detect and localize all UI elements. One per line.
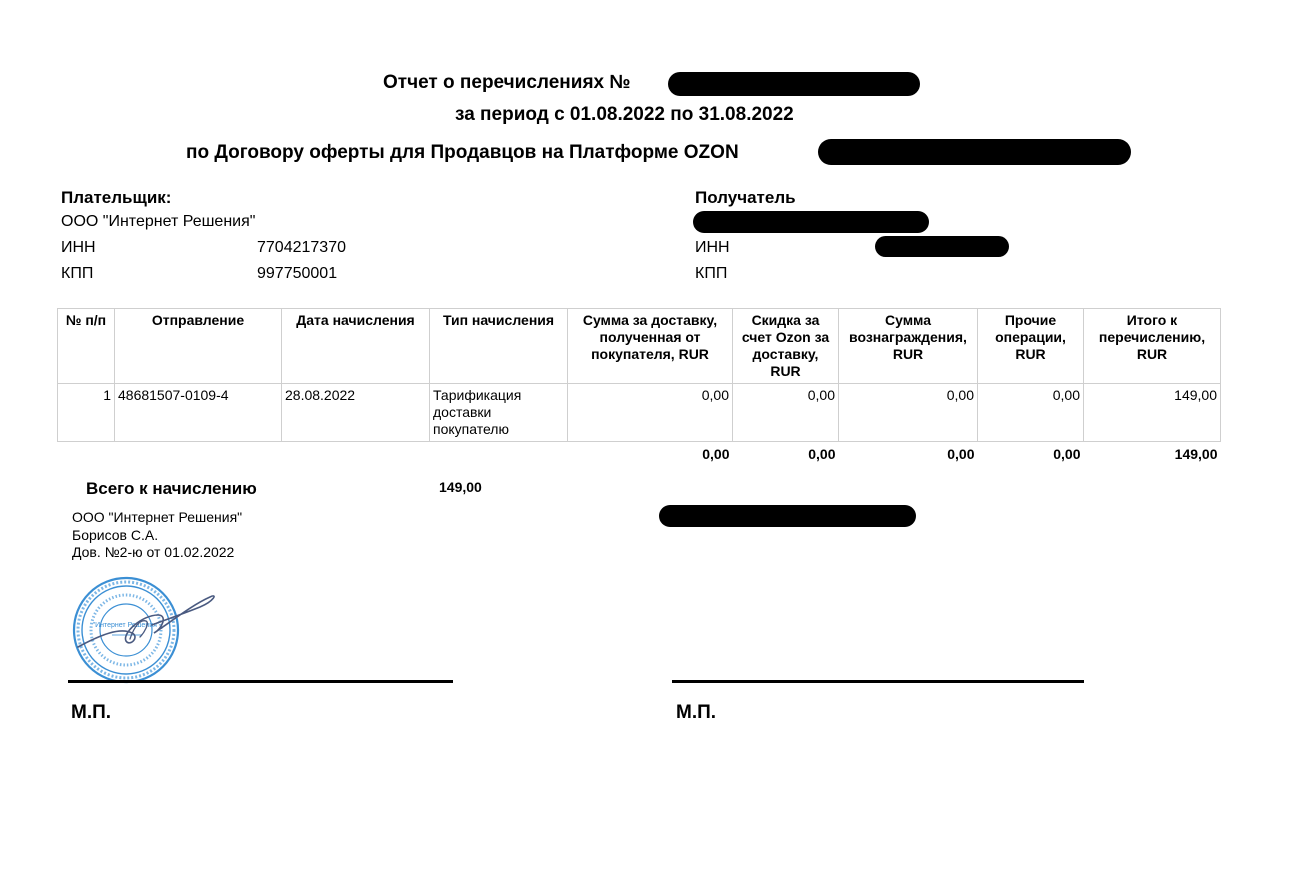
- signatory-org: ООО "Интернет Решения": [72, 509, 243, 525]
- total-other: 0,00: [1053, 446, 1081, 462]
- cell-total: 149,00: [1084, 384, 1221, 442]
- cell-ozon-discount: 0,00: [733, 384, 839, 442]
- col-header-type: Тип начисления: [430, 309, 568, 384]
- redacted-recipient-name: [693, 211, 929, 233]
- report-title: Отчет о перечислениях №: [383, 72, 631, 93]
- summary-value: 149,00: [439, 479, 482, 495]
- table-totals-row: [58, 442, 1221, 468]
- payer-kpp-value: 997750001: [257, 265, 338, 282]
- redacted-recipient-signatory: [659, 505, 916, 527]
- payer-kpp-label: КПП: [61, 265, 94, 282]
- table-row: [58, 384, 1221, 442]
- cell-other: 0,00: [978, 384, 1084, 442]
- col-header-delivery-sum: Сумма за доставку, полученная от покупателя, RUR: [568, 309, 733, 384]
- accruals-table: [57, 308, 1221, 467]
- total-ozon-discount: 0,00: [808, 446, 836, 462]
- signature-line-left: [68, 680, 453, 683]
- signatory-person: Борисов С.А.: [72, 527, 159, 543]
- recipient-inn-label: ИНН: [695, 239, 730, 256]
- col-header-ozon-discount: Скидка за счет Ozon за доставку, RUR: [733, 309, 839, 384]
- cell-shipment: 48681507-0109-4: [115, 384, 282, 442]
- cell-delivery-sum: 0,00: [568, 384, 733, 442]
- total-reward: 0,00: [947, 446, 975, 462]
- col-header-reward: Сумма вознаграждения, RUR: [839, 309, 978, 384]
- payer-heading: Плательщик:: [61, 188, 172, 207]
- stamp-center-text: "Интернет Решения": [92, 622, 160, 629]
- total-total: 149,00: [1174, 446, 1218, 462]
- total-delivery-sum: 0,00: [702, 446, 730, 462]
- stamp-place-right: М.П.: [676, 702, 717, 723]
- table-header-row: [58, 309, 1221, 384]
- col-header-number: № п/п: [58, 309, 115, 384]
- col-header-shipment: Отправление: [115, 309, 282, 384]
- company-stamp: [70, 575, 220, 687]
- col-header-other: Прочие операции, RUR: [978, 309, 1084, 384]
- payer-name: ООО "Интернет Решения": [61, 213, 256, 230]
- report-period: за период с 01.08.2022 по 31.08.2022: [455, 104, 794, 125]
- col-header-total: Итого к перечислению, RUR: [1084, 309, 1221, 384]
- cell-type: Тарификация доставки покупателю: [430, 384, 568, 442]
- recipient-kpp-label: КПП: [695, 265, 728, 282]
- redacted-contract-number: [818, 139, 1131, 165]
- report-contract: по Договору оферты для Продавцов на Платформе OZON: [186, 142, 739, 163]
- redacted-recipient-inn: [875, 236, 1009, 257]
- payer-inn-value: 7704217370: [257, 239, 346, 256]
- col-header-date: Дата начисления: [282, 309, 430, 384]
- stamp-place-left: М.П.: [71, 702, 112, 723]
- cell-date: 28.08.2022: [282, 384, 430, 442]
- signatory-power-of-attorney: Дов. №2-ю от 01.02.2022: [72, 544, 235, 560]
- payer-inn-label: ИНН: [61, 239, 96, 256]
- redacted-report-number: [668, 72, 920, 96]
- cell-reward: 0,00: [839, 384, 978, 442]
- signature-line-right: [672, 680, 1084, 683]
- recipient-heading: Получатель: [695, 188, 796, 207]
- cell-number: 1: [58, 384, 115, 442]
- summary-label: Всего к начислению: [86, 479, 257, 498]
